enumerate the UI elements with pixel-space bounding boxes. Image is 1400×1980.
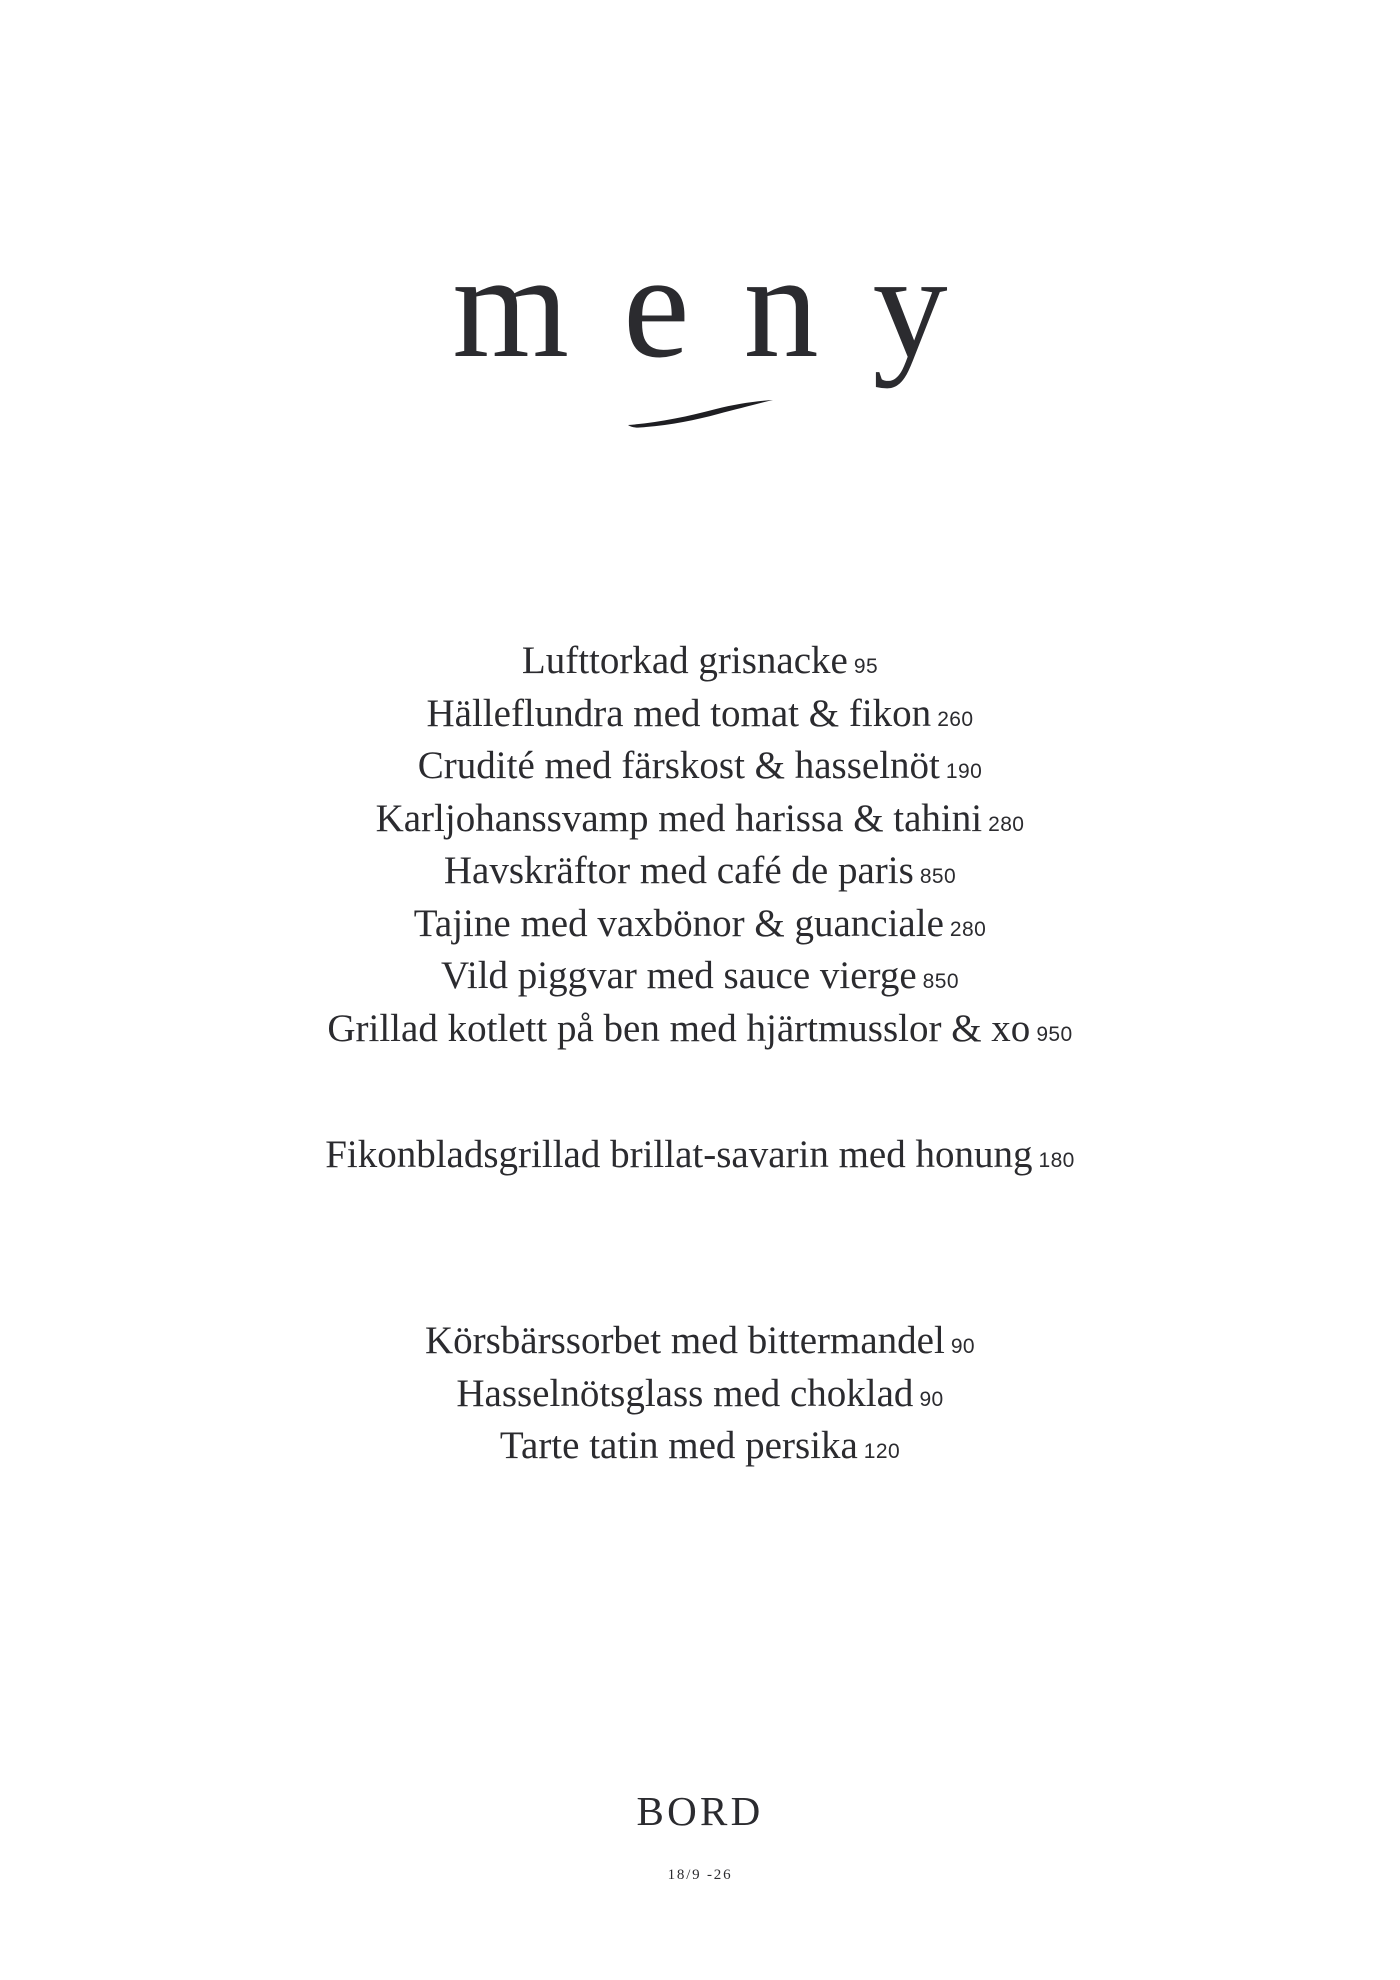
- item-price: 90: [950, 1335, 976, 1358]
- menu-item: Tajine med vaxbönor & guanciale 280: [413, 901, 987, 945]
- item-price: 260: [937, 707, 974, 731]
- menu-item: Grillad kotlett på ben med hjärtmusslor & xo 950: [327, 1006, 1073, 1050]
- item-price: 95: [853, 655, 879, 678]
- menu-item: Havskräftor med café de paris 850: [443, 849, 957, 892]
- mains-section: [0, 638, 1400, 1058]
- restaurant-name: BORD: [636, 1788, 764, 1834]
- menu-item: Lufttorkad grisnacke 95: [521, 639, 879, 682]
- item-price: 850: [922, 970, 959, 993]
- item-price: 280: [988, 812, 1025, 836]
- item-price: 180: [1038, 1149, 1075, 1172]
- item-price: 850: [919, 865, 957, 888]
- brush-stroke-icon: [626, 397, 774, 431]
- menu-item: Fikonbladsgrillad brillat-savarin med honung 180: [325, 1133, 1075, 1176]
- menu-item: Crudité med färskost & hasselnöt 190: [417, 744, 983, 787]
- item-price: 950: [1036, 1022, 1073, 1046]
- item-price: 190: [945, 760, 983, 783]
- desserts-section: [0, 1318, 1400, 1476]
- menu-item: Hasselnötsglass med choklad 90: [456, 1371, 944, 1415]
- menu-item: Körsbärssorbet med bittermandel 90: [424, 1319, 976, 1362]
- cheese-section: [0, 1132, 1400, 1185]
- item-price: 90: [919, 1387, 944, 1411]
- menu-title: meny: [452, 222, 1002, 389]
- menu-item: Vild piggvar med sauce vierge 850: [441, 954, 959, 997]
- menu-item: Karljohanssvamp med harissa & tahini 280: [375, 796, 1025, 840]
- item-price: 280: [949, 917, 987, 941]
- menu-item: Hälleflundra med tomat & fikon 260: [426, 691, 974, 735]
- menu-item: Tarte tatin med persika 120: [499, 1424, 901, 1467]
- item-price: 120: [863, 1440, 901, 1463]
- menu-date: 18/9 -26: [667, 1867, 733, 1883]
